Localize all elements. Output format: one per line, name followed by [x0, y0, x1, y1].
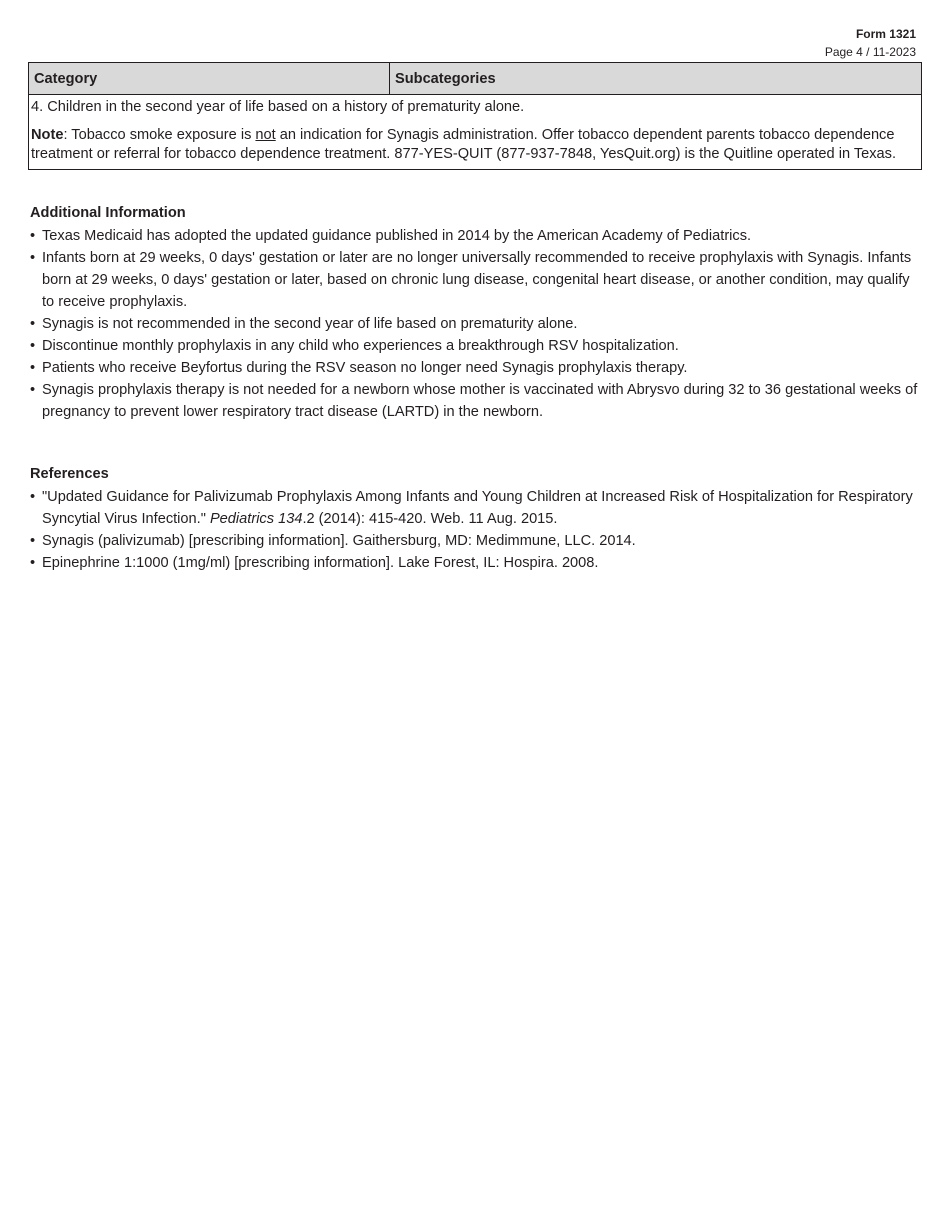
bullet-icon: •: [30, 533, 36, 549]
bullet-icon: •: [30, 555, 36, 571]
bullet-icon: •: [30, 316, 36, 332]
category-column-header: Category: [29, 63, 390, 95]
references-list: [30, 486, 922, 574]
tobacco-note: [31, 126, 919, 163]
list-item: • "Updated Guidance for Palivizumab Prophylaxis Among Infants and Young Children at Increased Risk of Hospitalization for Respiratory Syncytial Virus Infection." Pediatrics 134.2 (2014): 415-420. Web. 11 Aug. 2015.: [30, 486, 922, 530]
form-number: Form 1321: [855, 27, 916, 41]
list-item: • Synagis is not recommended in the second year of life based on prematurity alone.: [30, 313, 922, 335]
additional-information-list: [30, 225, 922, 423]
references-section: [30, 465, 922, 574]
bullet-icon: •: [30, 228, 36, 244]
bullet-icon: •: [30, 360, 36, 376]
list-item: • Discontinue monthly prophylaxis in any child who experiences a breakthrough RSV hospitalization.: [30, 335, 922, 357]
bullet-icon: •: [30, 338, 36, 354]
list-item: • Patients who receive Beyfortus during the RSV season no longer need Synagis prophylaxis therapy.: [30, 357, 922, 379]
references-heading: References: [30, 466, 109, 482]
bullet-icon: •: [30, 382, 36, 398]
list-item: • Texas Medicaid has adopted the updated guidance published in 2014 by the American Academy of Pediatrics.: [30, 225, 922, 247]
table-cell: [29, 95, 922, 170]
list-item: • Synagis (palivizumab) [prescribing information]. Gaithersburg, MD: Medimmune, LLC. 2014.: [30, 530, 922, 552]
journal-title: Pediatrics 134: [209, 511, 303, 527]
list-item: • Infants born at 29 weeks, 0 days' gestation or later are no longer universally recommended to receive prophylaxis with Synagis. Infants born at 29 weeks, 0 days' gestation or later, based on chronic lung disease, congenital heart disease, or another condition, may qualify to receive prophylaxis.: [30, 247, 922, 313]
note-text-start: : Tobacco smoke exposure is: [63, 127, 256, 144]
category-table: [28, 62, 922, 170]
page-indicator: Page 4 / 11-2023: [824, 45, 916, 59]
list-item: • Synagis prophylaxis therapy is not needed for a newborn whose mother is vaccinated with Abrysvo during 32 to 36 gestational weeks of pregnancy to prevent lower respiratory tract disease (LARTD) in the newborn.: [30, 379, 922, 423]
additional-information-section: [30, 204, 922, 423]
note-text-end: an indication for Synagis administration. Offer tobacco dependent parents tobacco dependence treatment or referral for tobacco dependence treatment. 877-YES-QUIT (877-937-7848, YesQuit.org) is the Quitline operated in Texas.: [31, 127, 897, 162]
note-label: Note: [31, 127, 64, 144]
category-item: 4. Children in the second year of life based on a history of prematurity alone.: [31, 99, 525, 115]
table-header-row: [29, 63, 922, 95]
subcategories-column-header: Subcategories: [390, 63, 922, 95]
note-underlined-word: not: [255, 127, 276, 144]
additional-information-heading: Additional Information: [30, 205, 186, 221]
bullet-icon: •: [30, 250, 36, 266]
list-item: • Epinephrine 1:1000 (1mg/ml) [prescribing information]. Lake Forest, IL: Hospira. 2008.: [30, 552, 922, 574]
bullet-icon: •: [30, 489, 36, 505]
table-row: [29, 95, 922, 170]
